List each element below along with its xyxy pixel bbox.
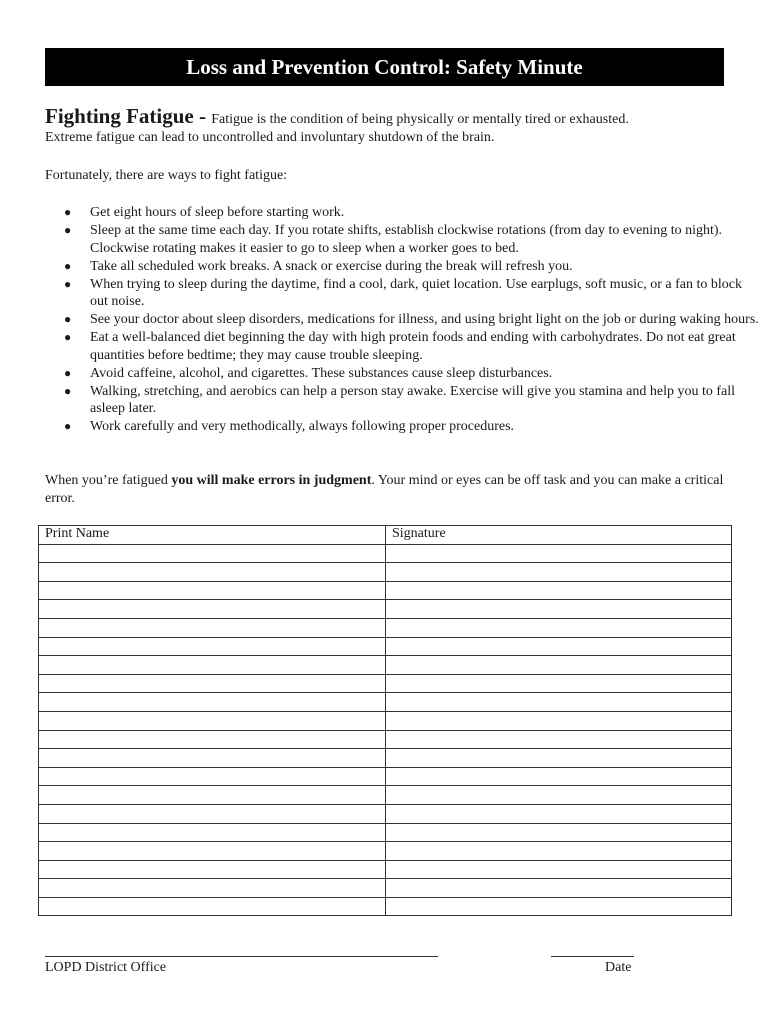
table-row	[39, 581, 732, 600]
table-row	[39, 786, 732, 805]
table-row	[39, 897, 732, 916]
signature-cell[interactable]	[386, 897, 732, 916]
signature-cell[interactable]	[386, 656, 732, 675]
list-item: ● When trying to sleep during the daytime, find a cool, dark, quiet location. Use earplugs, soft music, or a fan to block out noise.	[64, 276, 742, 309]
signature-cell[interactable]	[386, 730, 732, 749]
signature-cell[interactable]	[386, 544, 732, 563]
table-row	[39, 860, 732, 879]
print-name-cell[interactable]	[39, 618, 386, 637]
signature-cell[interactable]	[386, 786, 732, 805]
list-item: ● See your doctor about sleep disorders, medications for illness, and using bright light on the job or during waking hours.	[64, 312, 759, 327]
print-name-cell[interactable]	[39, 897, 386, 916]
print-name-cell[interactable]	[39, 842, 386, 861]
signature-cell[interactable]	[386, 804, 732, 823]
signature-cell[interactable]	[386, 823, 732, 842]
print-name-cell[interactable]	[39, 767, 386, 786]
print-name-cell[interactable]	[39, 711, 386, 730]
section-heading: Fighting Fatigue -	[45, 104, 212, 128]
bullet-icon: ●	[64, 419, 72, 433]
print-name-cell[interactable]	[39, 693, 386, 712]
bullet-icon: ●	[64, 383, 72, 398]
tips-list	[62, 204, 760, 436]
signature-cell[interactable]	[386, 767, 732, 786]
print-name-cell[interactable]	[39, 879, 386, 898]
table-row	[39, 842, 732, 861]
signature-cell[interactable]	[386, 637, 732, 656]
intro-text-1: Fatigue is the condition of being physically or mentally tired or exhausted.	[211, 112, 629, 127]
print-name-cell[interactable]	[39, 749, 386, 768]
table-row	[39, 674, 732, 693]
office-signature-line[interactable]	[45, 956, 438, 957]
signature-cell[interactable]	[386, 711, 732, 730]
print-name-cell[interactable]	[39, 786, 386, 805]
print-name-cell[interactable]	[39, 600, 386, 619]
table-row	[39, 618, 732, 637]
signature-cell[interactable]	[386, 749, 732, 768]
page-title-banner	[45, 48, 724, 86]
warning-paragraph: When you’re fatigued you will make errors in judgment. Your mind or eyes can be off task and you can make a critical error.	[45, 473, 724, 506]
list-item: ● Get eight hours of sleep before starting work.	[64, 205, 345, 220]
table-row	[39, 804, 732, 823]
list-item: ● Eat a well-balanced diet beginning the day with high protein foods and ending with carbohydrates. Do not eat great quantities before bedtime; they may cause trouble sleeping.	[64, 330, 736, 363]
date-label: Date	[605, 960, 632, 975]
table-row	[39, 563, 732, 582]
signature-cell[interactable]	[386, 693, 732, 712]
list-item: ● Take all scheduled work breaks. A snack or exercise during the break will refresh you.	[64, 258, 573, 274]
print-name-cell[interactable]	[39, 823, 386, 842]
print-name-cell[interactable]	[39, 637, 386, 656]
signature-cell[interactable]	[386, 860, 732, 879]
table-header-row	[39, 526, 732, 545]
office-label: LOPD District Office	[45, 960, 167, 975]
signature-cell[interactable]	[386, 563, 732, 582]
print-name-cell[interactable]	[39, 656, 386, 675]
bullet-icon: ●	[64, 276, 72, 291]
signature-table	[38, 525, 732, 916]
warning-emphasis: you will make errors in judgment	[171, 473, 372, 488]
print-name-cell[interactable]	[39, 860, 386, 879]
table-row	[39, 600, 732, 619]
signature-cell[interactable]	[386, 600, 732, 619]
list-item: ● Work carefully and very methodically, always following proper procedures.	[64, 419, 515, 434]
list-item: ● Sleep at the same time each day. If you rotate shifts, establish clockwise rotations (from day to evening to night). Clockwise rotating makes it easier to go to sleep when a worker goes to bed.	[64, 223, 723, 256]
signature-cell[interactable]	[386, 842, 732, 861]
print-name-cell[interactable]	[39, 544, 386, 563]
table-row	[39, 637, 732, 656]
intro-text-2: Extreme fatigue can lead to uncontrolled and involuntary shutdown of the brain.	[45, 130, 495, 145]
table-row	[39, 693, 732, 712]
list-item: ● Avoid caffeine, alcohol, and cigarettes. These substances cause sleep disturbances.	[64, 365, 553, 381]
date-line[interactable]	[551, 956, 634, 957]
table-row	[39, 879, 732, 898]
table-row	[39, 730, 732, 749]
page-title: Loss and Prevention Control: Safety Minute	[186, 54, 583, 79]
bullet-icon: ●	[64, 330, 72, 344]
table-row	[39, 767, 732, 786]
signature-cell[interactable]	[386, 879, 732, 898]
signature-header: Signature	[386, 526, 732, 545]
print-name-header: Print Name	[39, 526, 386, 545]
signature-cell[interactable]	[386, 581, 732, 600]
bullet-icon: ●	[64, 312, 72, 326]
table-row	[39, 749, 732, 768]
bullet-icon: ●	[64, 223, 72, 237]
intro-paragraph	[45, 106, 735, 148]
print-name-cell[interactable]	[39, 581, 386, 600]
signature-cell[interactable]	[386, 618, 732, 637]
bullet-icon: ●	[64, 205, 72, 219]
table-row	[39, 544, 732, 563]
bullet-icon: ●	[64, 258, 72, 273]
print-name-cell[interactable]	[39, 674, 386, 693]
list-item: ● Walking, stretching, and aerobics can help a person stay awake. Exercise will give you stamina and help you to fall asleep later.	[64, 383, 736, 416]
tips-lead: Fortunately, there are ways to fight fatigue:	[45, 168, 288, 183]
print-name-cell[interactable]	[39, 804, 386, 823]
bullet-icon: ●	[64, 365, 72, 380]
signature-cell[interactable]	[386, 674, 732, 693]
table-row	[39, 656, 732, 675]
print-name-cell[interactable]	[39, 730, 386, 749]
print-name-cell[interactable]	[39, 563, 386, 582]
table-row	[39, 711, 732, 730]
table-row	[39, 823, 732, 842]
